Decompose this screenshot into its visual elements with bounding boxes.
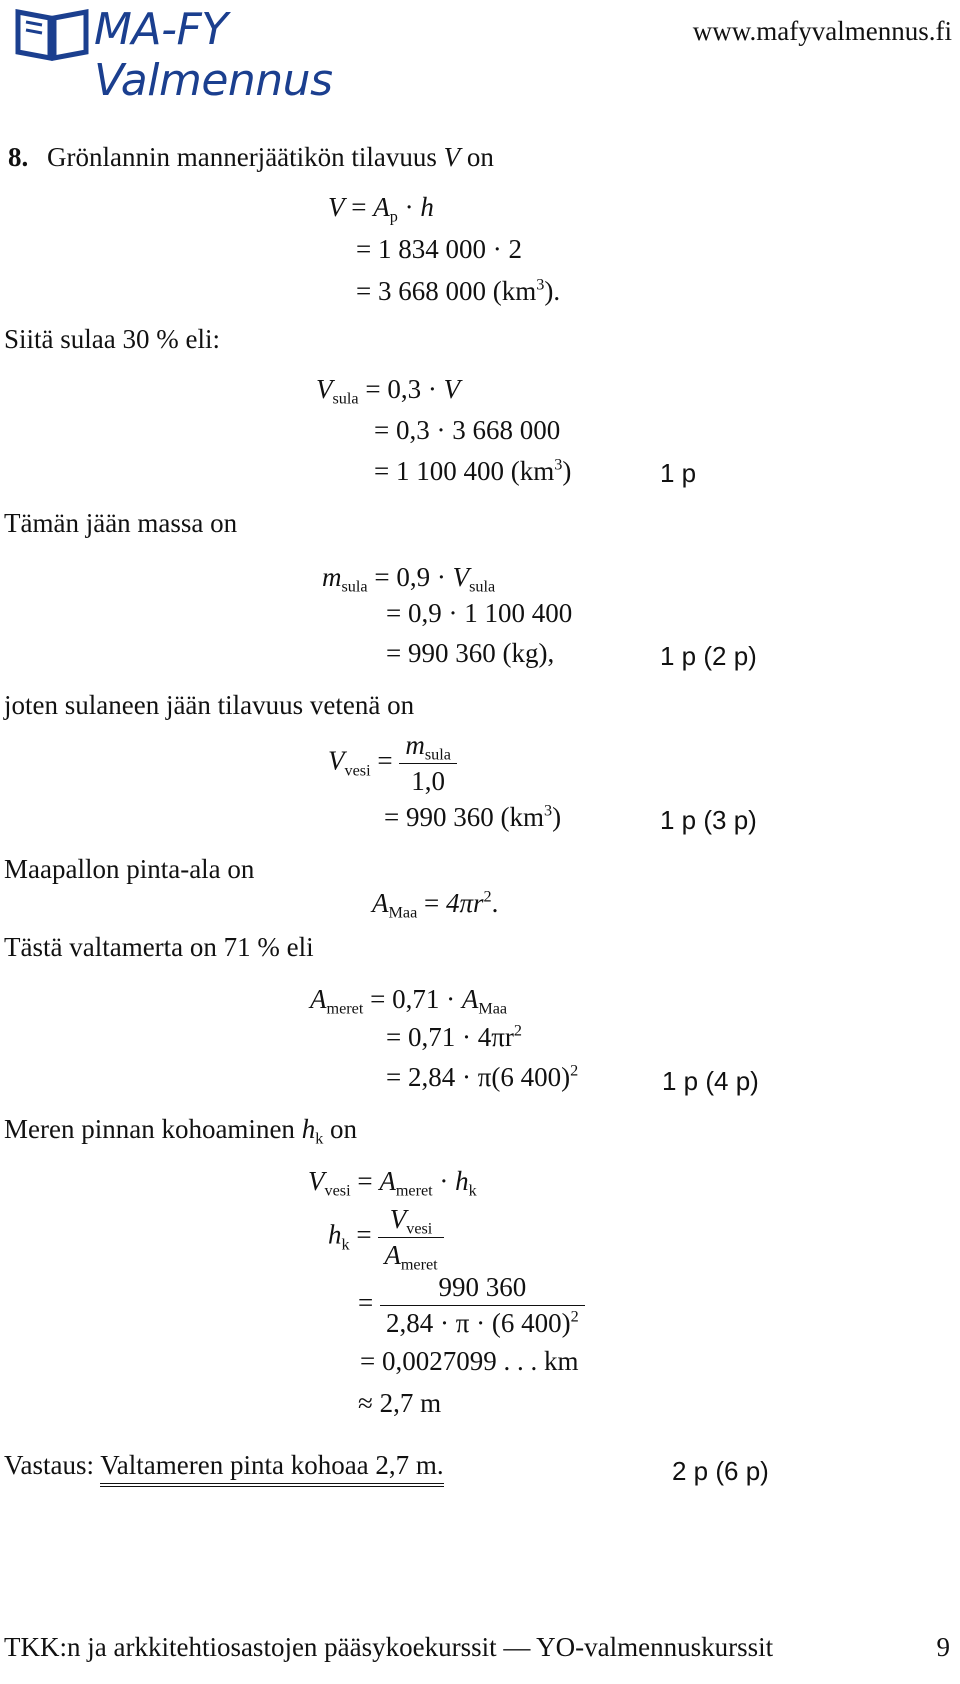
answer [4,1450,444,1481]
eq-hk-line2: $h_k$ = $\frac{V_{vesi}}{A_{meret}}$ [328,1204,444,1271]
eq-ameret-line1: $A_{meret} = 0,71 \cdot A_{Maa}$ [310,984,508,1018]
problem-intro: 8. Grönlannin mannerjäätikön tilavuus V on [8,142,494,172]
text-area: Maapallon pinta-ala on [4,854,255,884]
answer-text: Valtameren pinta kohoaa 2,7 m. [100,1450,443,1487]
fraction-numeric: $\frac{990 360}{2,84 \cdot \pi \cdot (6 400)^2}$ [380,1272,585,1339]
eq-ameret-line3: = 2,84 · π(6 400)$^2$ [386,1061,579,1092]
eq-amaa: $A_{Maa} = 4\pi r^2$. [372,887,499,922]
eq-msula-line1: $m_{sula} = 0,9 \cdot V_{sula}$ [322,562,496,596]
footer-text: TKK:n ja arkkitehtiosastojen pääsykoekurssit — YO-valmennuskurssit [4,1632,774,1662]
text-mass: Tämän jään massa on [4,508,238,538]
problem-number: 8. [8,142,29,172]
eq-vsula-line1: $V_{sula} = 0,3 \cdot V$ [316,374,461,408]
answer-label: Vastaus: [4,1450,94,1480]
eq-volume-line3: = 3 668 000 $(km^3)$. [356,275,561,306]
eq-msula-line3: = 990 360 (kg), [386,638,555,668]
eq-hk-line4: = 0,0027099 . . . km [360,1346,579,1376]
logo [12,2,412,106]
eq-vsula-line2: = 0,3 · 3 668 000 [374,415,561,445]
points-total: 2 p (6 p) [672,1456,769,1486]
fraction-vvesi-ameret: $\frac{V_{vesi}}{A_{meret}}$ [378,1204,443,1271]
eq-ameret-line2: = $0,71 \cdot 4\pi r^2$ [386,1021,522,1052]
fraction-msula: $\frac{m_{sula}}{1,0}$ [399,730,457,797]
eq-volume-line1: $V = A_p \cdot h$ [328,192,434,226]
points-3: 1 p (3 p) [660,805,757,835]
points-1: 1 p [660,458,697,488]
text-ocean: Tästä valtamerta on 71 % eli [4,932,314,962]
eq-msula-line2: = 0,9 · 1 100 400 [386,598,573,628]
eq-vsula-line3: = 1 100 400 $(km^3)$ [374,455,572,486]
site-url[interactable]: www.mafyvalmennus.fi [692,16,952,46]
eq-vvesi-line2: = 990 360 $(km^3)$ [384,801,562,832]
page-number: 9 [936,1632,950,1662]
eq-hk-line3: = $\frac{990 360}{2,84 \cdot \pi \cdot (6 400)^2}$ [358,1272,585,1339]
text-water: joten sulaneen jään tilavuus vetenä on [4,690,415,720]
text-rise: Meren pinnan kohoaminen $h_k$ on [4,1114,358,1148]
eq-vvesi-line1: $V_{vesi}$ = $\frac{m_{sula}}{1,0}$ [328,730,457,797]
logo-text: MA-FY Valmennus [94,4,333,106]
points-2: 1 p (2 p) [660,641,757,671]
points-4: 1 p (4 p) [662,1066,759,1096]
text-melt: Siitä sulaa 30 % eli: [4,324,220,354]
book-logo-icon [12,2,92,64]
eq-hk-line1: $V_{vesi} = A_{meret} \cdot h_k$ [308,1166,477,1200]
eq-volume-line2: = 1 834 000 · 2 [356,234,522,264]
eq-hk-line5: ≈ 2,7 m [358,1388,442,1418]
